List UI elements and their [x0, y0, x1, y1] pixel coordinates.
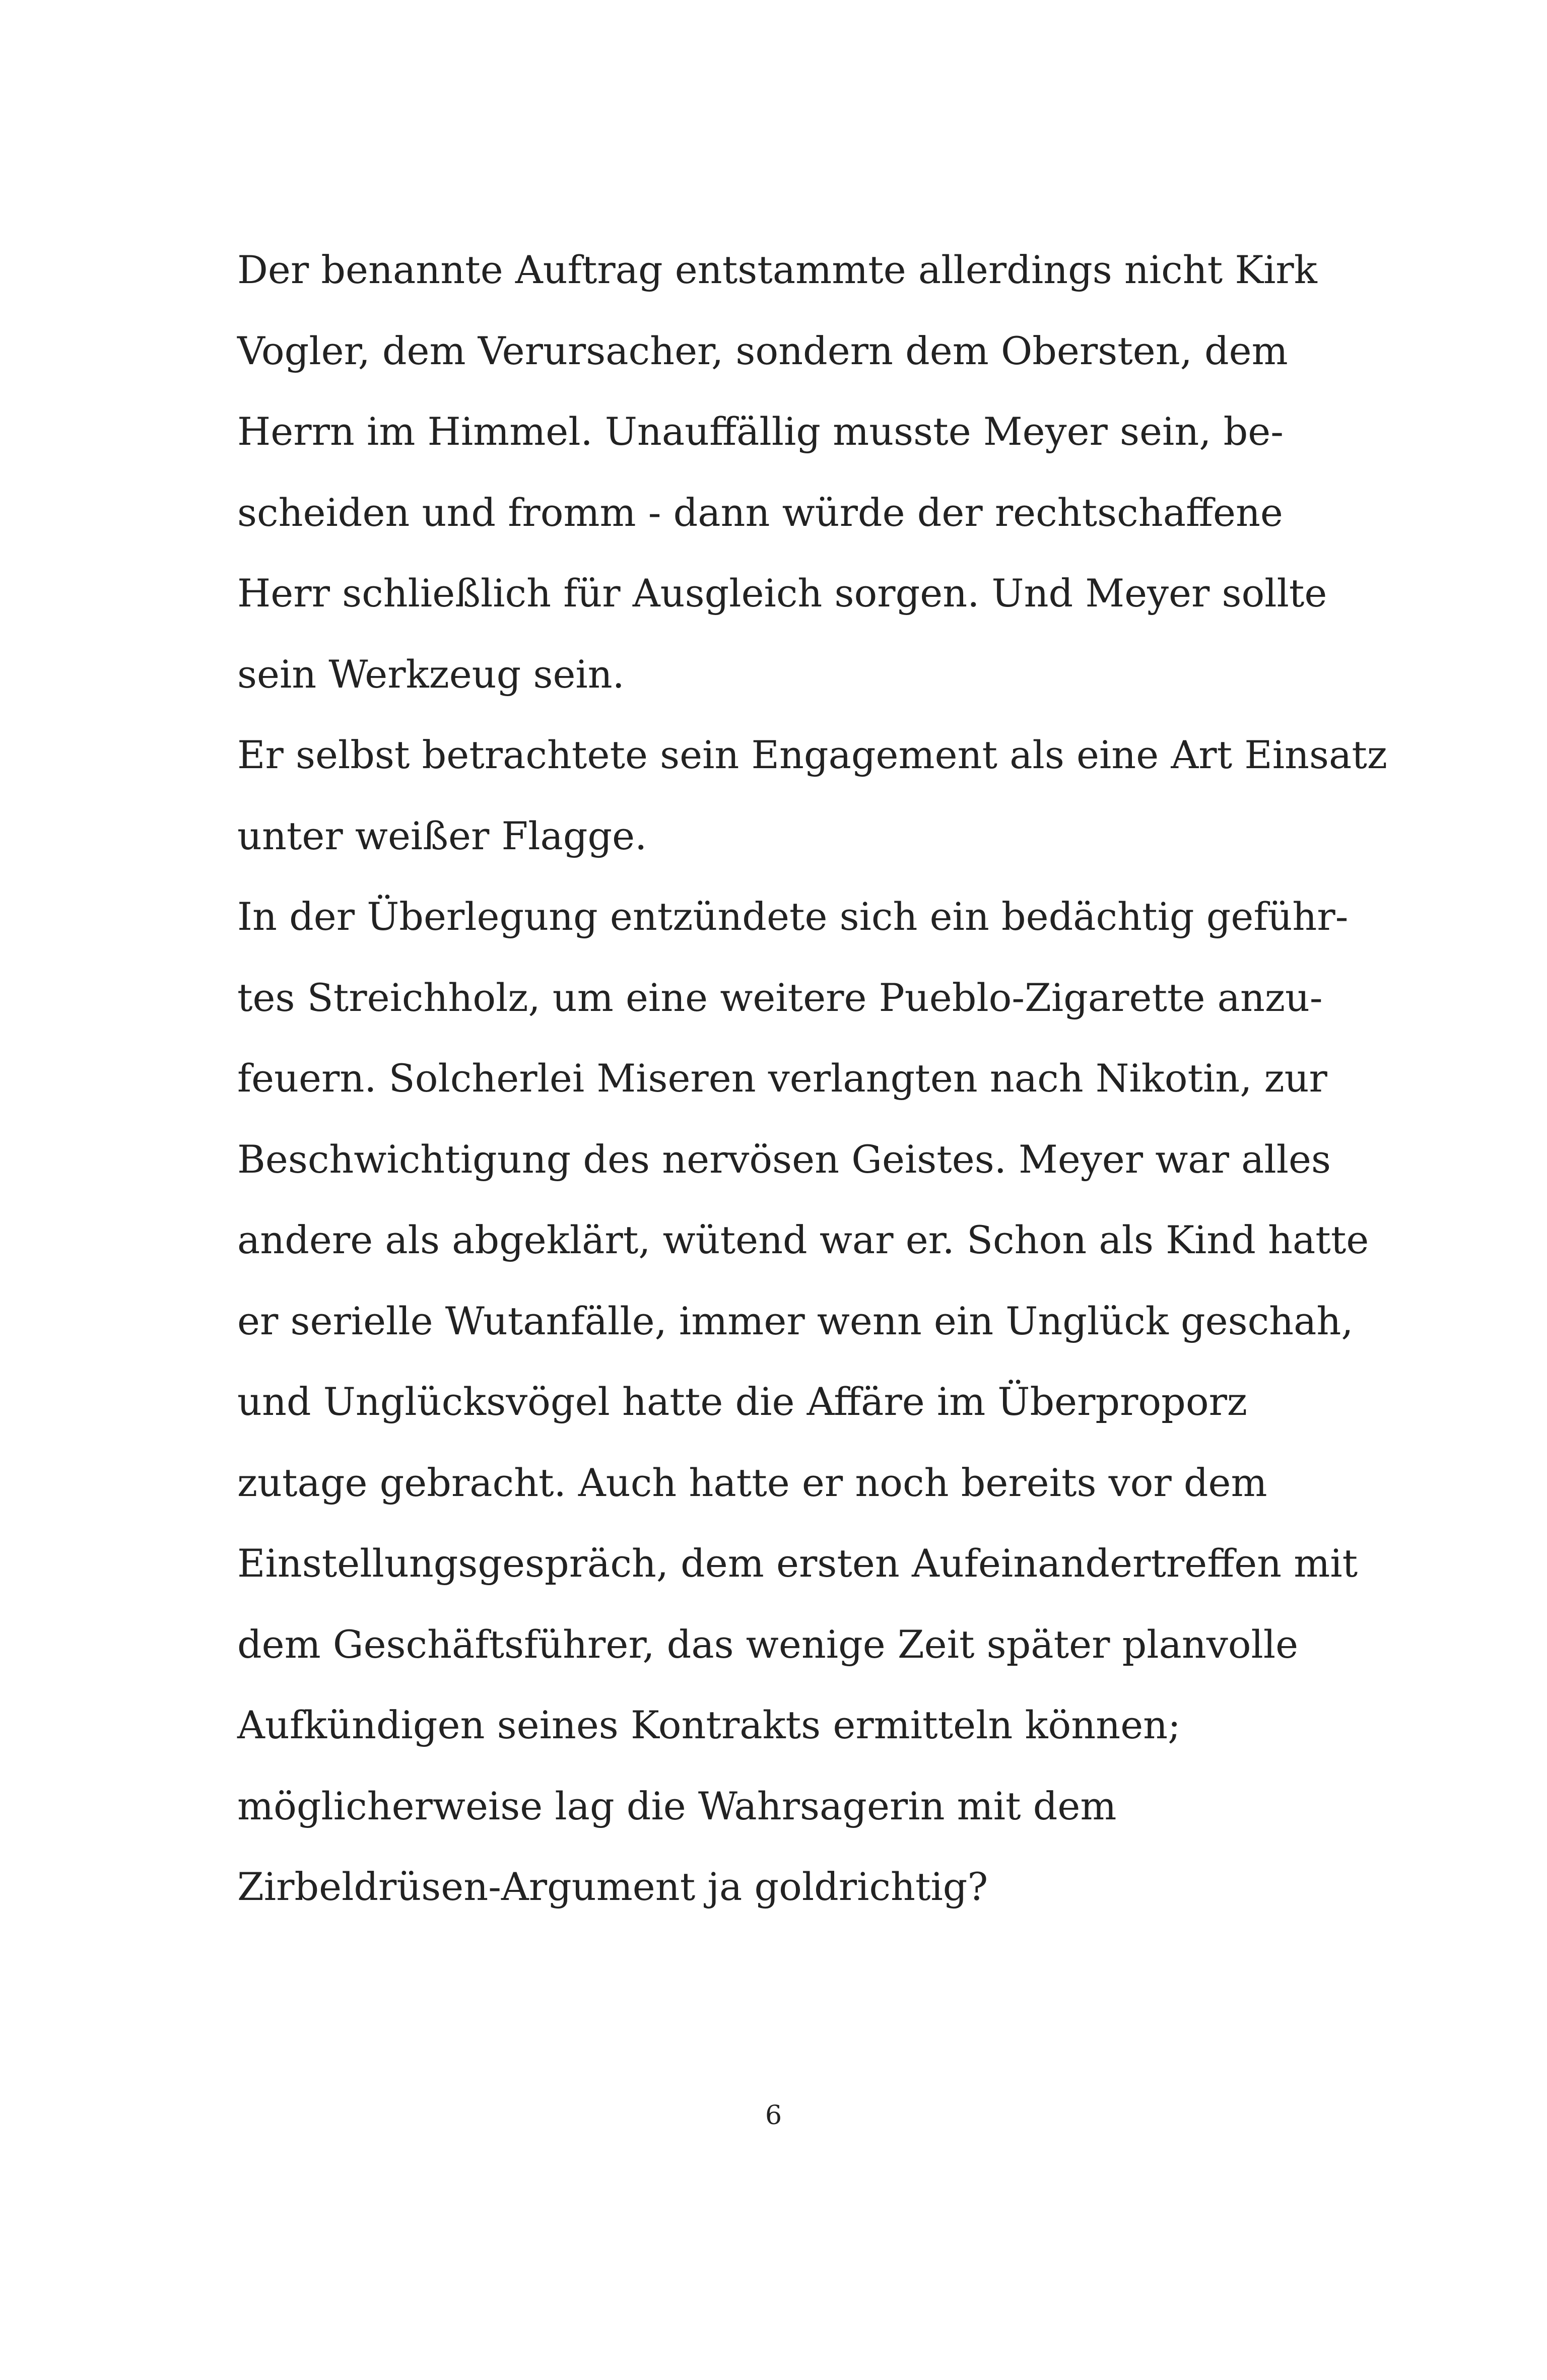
text-line: zutage gebracht. Auch hatte er noch bereits vor dem: [237, 1460, 1267, 1505]
text-line: er serielle Wutanfälle, immer wenn ein Unglück geschah,: [237, 1298, 1354, 1343]
text-line: Vogler, dem Verursacher, sondern dem Obersten, dem: [237, 328, 1288, 373]
text-line: In der Überlegung entzündete sich ein bedächtig geführ-: [237, 894, 1349, 939]
text-line: Herr schließlich für Ausgleich sorgen. Und Meyer sollte: [237, 571, 1327, 616]
text-line: Er selbst betrachtete sein Engagement als eine Art Einsatz: [237, 732, 1387, 777]
text-line: möglicherweise lag die Wahrsagerin mit dem: [237, 1783, 1117, 1828]
text-line: dem Geschäftsführer, das wenige Zeit später planvolle: [237, 1621, 1299, 1667]
text-line: Herrn im Himmel. Unauffällig musste Meyer sein, be-: [237, 409, 1284, 454]
text-line: feuern. Solcherlei Miseren verlangten nach Nikotin, zur: [237, 1056, 1327, 1101]
text-line: Zirbeldrüsen-Argument ja goldrichtig?: [237, 1864, 988, 1909]
text-line: und Unglücksvögel hatte die Affäre im Überproporz: [237, 1379, 1247, 1424]
text-line: Beschwichtigung des nervösen Geistes. Meyer war alles: [237, 1136, 1331, 1182]
text-line: sein Werkzeug sein.: [237, 651, 625, 697]
text-line: tes Streichholz, um eine weitere Pueblo-Zigarette anzu-: [237, 975, 1323, 1020]
text-line: scheiden und fromm - dann würde der rechtschaffene: [237, 490, 1283, 535]
text-line: Aufkündigen seines Kontrakts ermitteln können;: [237, 1703, 1181, 1747]
text-line: andere als abgeklärt, wütend war er. Schon als Kind hatte: [237, 1217, 1369, 1262]
text-line: Einstellungsgespräch, dem ersten Aufeinandertreffen mit: [237, 1541, 1358, 1586]
body-text: [237, 230, 1387, 1928]
text-line: unter weißer Flagge.: [237, 813, 647, 858]
text-line: Der benannte Auftrag entstammte allerdings nicht Kirk: [237, 247, 1317, 292]
page-number: 6: [765, 2100, 782, 2131]
